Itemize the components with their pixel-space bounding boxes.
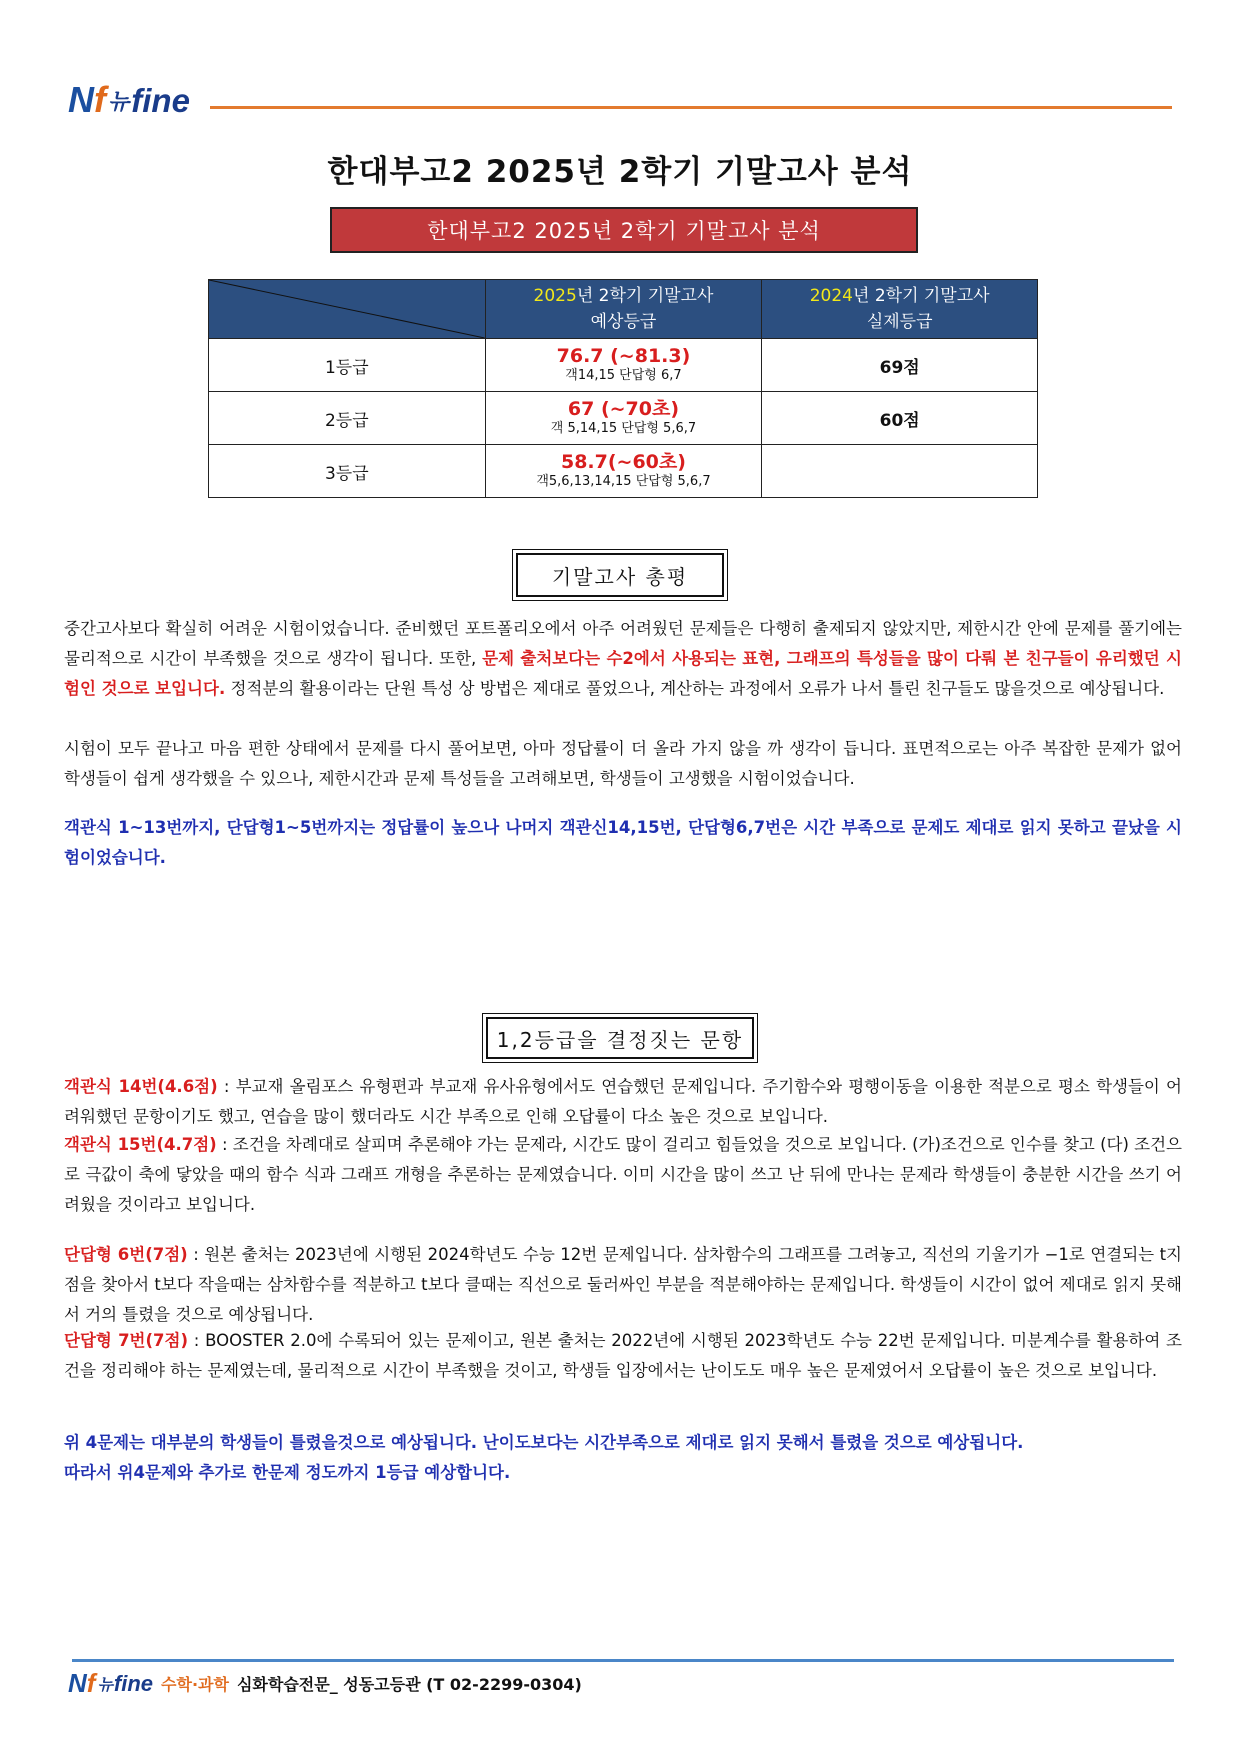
- actual-score: 60점: [762, 392, 1038, 445]
- footer-subjects: 수학·과학: [161, 1675, 229, 1694]
- conclusion-line-1: 위 4문제는 대부분의 학생들이 틀렸을것으로 예상됩니다. 난이도보다는 시간부족으로 제대로 읽지 못해서 틀렸을 것으로 예상됩니다.: [64, 1433, 1024, 1452]
- table-row: [209, 392, 1038, 445]
- summary-paragraph-3: 객관식 1~13번까지, 단답형1~5번까지는 정답률이 높으나 나머지 객관신14,15번, 단답형6,7번은 시간 부족으로 문제도 제대로 읽지 못하고 끝났을 시험이었습니다.: [64, 818, 1182, 867]
- decisive-item: 객관식 14번(4.6점) : 부교재 올림포스 유형편과 부교재 유사유형에서도 연습했던 문제입니다. 주기함수와 평행이동을 이용한 적분으로 평소 학생들이 어려워했던 문항이기도 했고, 연습을 많이 했더라도 시간 부족으로 인해 오답률이 다소 높은 것으로 보입니다.: [64, 1077, 1182, 1126]
- footer-divider: [72, 1659, 1174, 1662]
- footer-logo-fine: fine: [113, 1670, 154, 1696]
- actual-score: [762, 445, 1038, 498]
- logo-korean: 뉴: [108, 90, 130, 115]
- summary-heading: 기말고사 총평: [516, 553, 724, 597]
- actual-score: 69점: [762, 339, 1038, 392]
- logo-mark: Nf: [68, 79, 106, 120]
- decisive-item: 단답형 6번(7점) : 원본 출처는 2023년에 시행된 2024학년도 수능 12번 문제입니다. 삼차함수의 그래프를 그려놓고, 직선의 기울기가 −1로 연결되는 t지점을 찾아서 t보다 작을때는 삼차함수를 적분하고 t보다 클때는 직선으로 둘러싸인 부분을 적분해야하는 문제입니다. 학생들이 시간이 없어 제대로 읽지 못해서 거의 틀렸을 것으로 예상됩니다.: [64, 1245, 1182, 1324]
- footer-academy: 심화학습전문_ 성동고등관 (T 02-2299-0304): [236, 1675, 582, 1694]
- summary-paragraph-2: 시험이 모두 끝나고 마음 편한 상태에서 문제를 다시 풀어보면, 아마 정답률이 더 올라 가지 않을 까 생각이 듭니다. 표면적으로는 아주 복잡한 문제가 없어 학생들이 쉽게 생각했을 수 있으나, 제한시간과 문제 특성들을 고려해보면, 학생들이 고생했을 시험이었습니다.: [64, 739, 1182, 788]
- decisive-item: 단답형 7번(7점) : BOOSTER 2.0에 수록되어 있는 문제이고, 원본 출처는 2022년에 시행된 2023학년도 수능 22번 문제입니다. 미분계수를 활용하여 조건을 정리해야 하는 문제였는데, 물리적으로 시간이 부족했을 것이고, 학생들 입장에서는 난이도도 매우 높은 문제였어서 오답률이 높은 것으로 보입니다.: [64, 1331, 1182, 1380]
- expected-cell: [485, 392, 762, 445]
- expected-score: 67 (~70초): [567, 398, 680, 420]
- expected-score: 76.7 (~81.3): [556, 345, 691, 367]
- highlight-text: 문제 출처보다는 수2에서 사용되는 표현, 그래프의 특성들을 많이 다뤄 본 친구들이 유리했던 시험인 것으로 보입니다.: [64, 649, 1182, 698]
- expected-detail: 객5,6,13,14,15 단답형 5,6,7: [536, 474, 711, 489]
- grade-label: 2등급: [209, 392, 486, 445]
- title-banner: 한대부고2 2025년 2학기 기말고사 분석: [330, 207, 918, 253]
- expected-cell: [485, 445, 762, 498]
- grade-table: [208, 279, 1038, 498]
- expected-score: 58.7(~60초): [560, 451, 686, 473]
- grade-label: 1등급: [209, 339, 486, 392]
- expected-cell: [485, 339, 762, 392]
- header-diagonal-cell: [209, 280, 486, 339]
- footer: [68, 1668, 582, 1699]
- grade-label: 3등급: [209, 445, 486, 498]
- table-row: [209, 339, 1038, 392]
- logo-fine: fine: [131, 82, 190, 119]
- footer-logo-mark: Nf: [68, 1668, 96, 1698]
- summary-paragraph-1: 중간고사보다 확실히 어려운 시험이었습니다. 준비했던 포트폴리오에서 아주 어려웠던 문제들은 다행히 출제되지 않았지만, 제한시간 안에 문제를 풀기에는 물리적으로 시간이 부족했을 것으로 생각이 됩니다. 또한, 문제 출처보다는 수2에서 사용되는 표현, 그래프의 특성들을 많이 다뤄 본 친구들이 유리했던 시험인 것으로 보입니다. 정적분의 활용이라는 단원 특성 상 방법은 제대로 풀었으나, 계산하는 과정에서 오류가 나서 틀린 친구들도 많을것으로 예상됩니다.: [64, 619, 1182, 698]
- table-header-row: [209, 280, 1038, 339]
- table-row: [209, 445, 1038, 498]
- expected-detail: 객14,15 단답형 6,7: [565, 368, 682, 383]
- header-actual-grade: 2024년 2학기 기말고사 실제등급: [762, 280, 1038, 339]
- expected-detail: 객 5,14,15 단답형 5,6,7: [550, 421, 697, 436]
- decisive-heading: 1,2등급을 결정짓는 문항: [486, 1017, 754, 1059]
- header-divider: [210, 106, 1172, 109]
- footer-logo-korean: 뉴: [97, 1675, 113, 1694]
- brand-logo: [68, 79, 190, 120]
- page-title: 한대부고2 2025년 2학기 기말고사 분석: [327, 154, 913, 190]
- decisive-item: 객관식 15번(4.7점) : 조건을 차례대로 살피며 추론해야 가는 문제라, 시간도 많이 걸리고 힘들었을 것으로 보입니다. (가)조건으로 인수를 찾고 (다) 조건으로 극값이 축에 닿았을 때의 함수 식과 그래프 개형을 추론하는 문제였습니다. 이미 시간을 많이 쓰고 난 뒤에 만나는 문제라 학생들이 충분한 시간을 쓰기 어려웠을 것이라고 보입니다.: [64, 1135, 1182, 1214]
- header-expected-grade: 2025년 2학기 기말고사 예상등급: [485, 280, 762, 339]
- conclusion-line-2: 따라서 위4문제와 추가로 한문제 정도까지 1등급 예상합니다.: [64, 1463, 511, 1482]
